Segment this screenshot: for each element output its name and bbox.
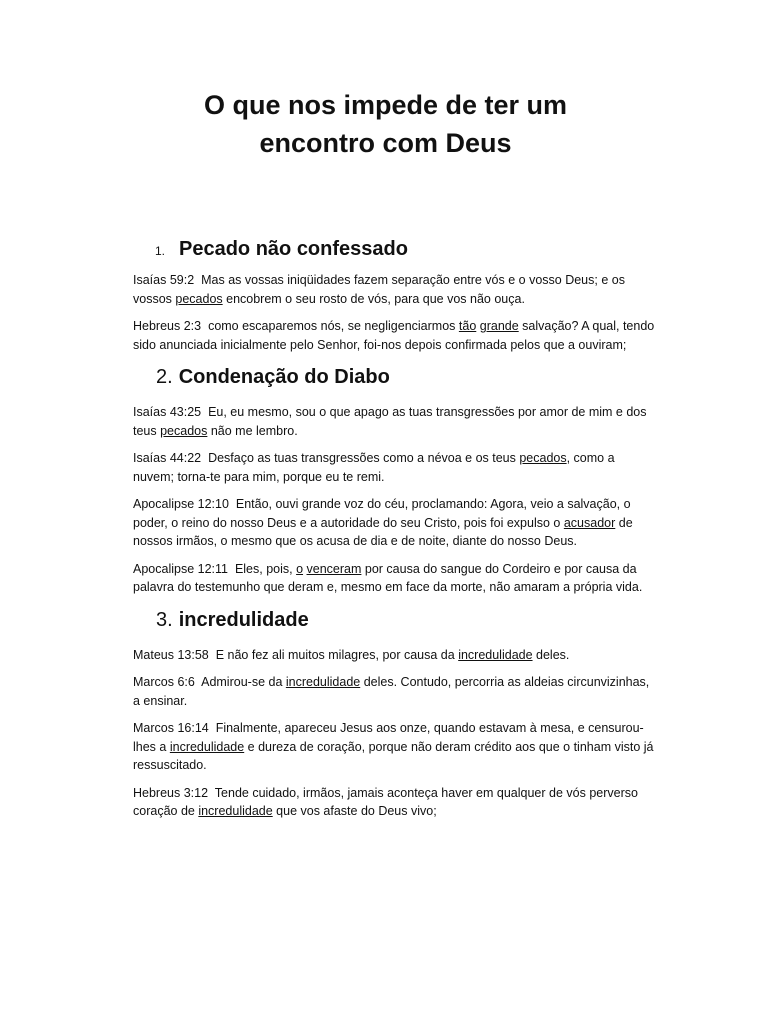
section-heading-1 — [155, 238, 656, 261]
title-line-2: encontro com Deus — [259, 128, 512, 158]
section-title: Pecado não confessado — [179, 238, 408, 260]
section-heading-3 — [156, 609, 656, 632]
underlined-word: incredulidade — [198, 804, 273, 818]
underlined-word: pecados — [160, 423, 208, 438]
section-heading-2 — [156, 366, 656, 389]
section-title: incredulidade — [178, 608, 309, 631]
title-line-1: O que nos impede de ter um — [203, 90, 568, 120]
verse: Marcos 6:6 Admirou-se da incredulidade deles. Contudo, percorria as aldeias circunvizinhas, a ensinar. — [133, 675, 650, 708]
underlined-word: incredulidade — [285, 675, 361, 689]
verse: Isaías 43:25 Eu, eu mesmo, sou o que apago as tuas transgressões por amor de mim e dos teus pecados não me lembro. — [133, 405, 647, 438]
underlined-word: grande — [479, 319, 519, 333]
underlined-word: incredulidade — [458, 647, 533, 662]
underlined-word: pecados — [175, 291, 223, 306]
document-title — [133, 86, 656, 162]
section-number: 3. — [156, 608, 173, 631]
underlined-word: tão — [458, 319, 477, 333]
verse: Hebreus 2:3 como escaparemos nós, se negligenciarmos tão grande salvação? A qual, tendo sido anunciada inicialmente pelo Senhor, foi-nos depois confirmada pelos que a ouviram; — [133, 319, 655, 352]
underlined-word: acusador — [563, 515, 616, 530]
underlined-word: venceram — [306, 561, 362, 576]
section-number: 2. — [156, 366, 173, 388]
section-number: 1. — [155, 244, 166, 258]
verse: Isaías 59:2 Mas as vossas iniqüidades fazem separação entre vós e o vosso Deus; e os vossos pecados encobrem o seu rosto de vós, para que vos não ouça. — [133, 273, 625, 306]
verse: Apocalipse 12:11 Eles, pois, o venceram por causa do sangue do Cordeiro e por causa da palavra do testemunho que deram e, mesmo em face da morte, não amaram a própria vida. — [133, 561, 643, 594]
verse: Isaías 44:22 Desfaço as tuas transgressões como a névoa e os teus pecados, como a nuvem; torna-te para mim, porque eu te remi. — [133, 451, 615, 484]
verse: Apocalipse 12:10 Então, ouvi grande voz do céu, proclamando: Agora, veio a salvação, o poder, o reino do nosso Deus e a autoridade do seu Cristo, pois foi expulso o acusador de nossos irmãos, o mesmo que os acusa de dia e de noite, diante do nosso Deus. — [133, 497, 633, 548]
section-title: Condenação do Diabo — [178, 366, 390, 388]
underlined-word: o — [296, 561, 304, 576]
verse: Mateus 13:58 E não fez ali muitos milagres, por causa da incredulidade deles. — [133, 647, 570, 662]
verse: Hebreus 3:12 Tende cuidado, irmãos, jamais aconteça haver em qualquer de vós perverso coração de incredulidade que vos afaste do Deus vivo; — [133, 785, 638, 818]
verse: Marcos 16:14 Finalmente, apareceu Jesus aos onze, quando estavam à mesa, e censurou-lhes a incredulidade e dureza de coração, porque não deram crédito aos que o tinham visto já ressuscitado. — [133, 721, 654, 772]
underlined-word: pecados — [519, 451, 567, 465]
underlined-word: incredulidade — [169, 739, 245, 754]
